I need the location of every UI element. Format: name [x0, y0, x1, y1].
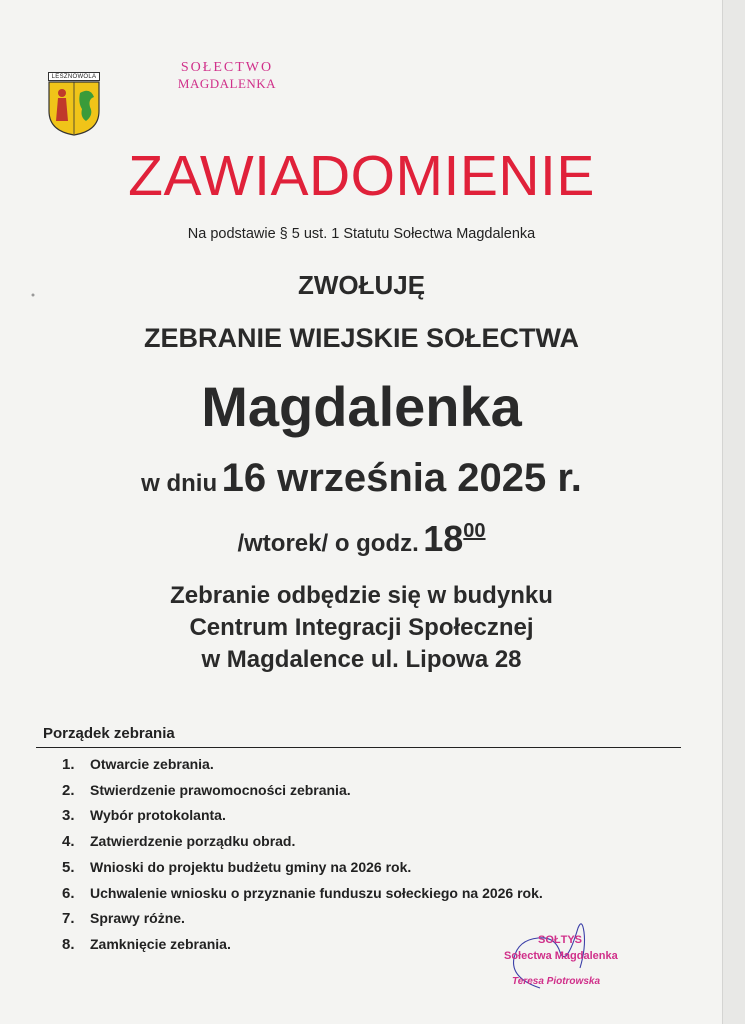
office-stamp	[172, 60, 282, 92]
signature-stamp	[500, 918, 640, 998]
agenda-item-text: Zatwierdzenie porządku obrad.	[90, 833, 296, 850]
crest-label: LESZNOWOLA	[48, 72, 100, 81]
agenda-item-text: Wnioski do projektu budżetu gminy na 2026 rok.	[90, 858, 412, 875]
agenda-item	[62, 803, 543, 829]
agenda-item	[62, 881, 543, 907]
page-edge	[722, 0, 745, 1024]
agenda-item-text: Wybór protokolanta.	[90, 807, 226, 824]
place-line-2: Centrum Integracji Społecznej	[189, 614, 534, 641]
crest-shield-icon	[48, 81, 100, 136]
agenda-item-text: Stwierdzenie prawomocności zebrania.	[90, 781, 351, 798]
signature-title: SOŁTYS	[538, 934, 583, 946]
coat-of-arms	[48, 72, 100, 136]
time-prefix: /wtorek/ o godz.	[237, 530, 419, 557]
date-value: 16 września 2025 r.	[221, 456, 582, 500]
agenda-item-number: 7.	[62, 910, 75, 928]
time-minutes: 00	[463, 520, 486, 542]
agenda-item-number: 4.	[62, 833, 75, 851]
legal-basis: Na podstawie § 5 ust. 1 Statutu Sołectwa Magdalenka	[187, 226, 536, 242]
meeting-heading: ZEBRANIE WIEJSKIE SOŁECTWA	[143, 323, 580, 353]
place-line-3: w Magdalence ul. Lipowa 28	[201, 646, 522, 673]
signature-name: Teresa Piotrowska	[512, 976, 601, 987]
agenda-item-number: 1.	[62, 756, 75, 773]
notice-headline: ZAWIADOMIENIE	[128, 144, 595, 208]
agenda-item-text: Otwarcie zebrania.	[90, 756, 214, 772]
agenda-item-number: 5.	[62, 858, 75, 876]
agenda-item-number: 2.	[62, 781, 75, 799]
agenda-item-number: 3.	[62, 807, 75, 825]
agenda-item-number: 6.	[62, 884, 75, 902]
agenda-list	[62, 752, 543, 958]
place-line-1: Zebranie odbędzie się w budynku	[170, 582, 553, 609]
agenda-item	[62, 906, 543, 932]
meeting-date	[0, 456, 723, 501]
village-name: Magdalenka	[201, 375, 522, 438]
convene-heading: ZWOŁUJĘ	[297, 270, 426, 300]
agenda-item	[62, 829, 543, 855]
stamp-line-2: MAGDALENKA	[177, 76, 277, 91]
agenda-item-text: Zamknięcie zebrania.	[90, 935, 231, 952]
agenda-divider	[36, 747, 681, 748]
agenda-item-text: Sprawy różne.	[90, 910, 185, 927]
agenda-item-text: Uchwalenie wniosku o przyznanie funduszu sołeckiego na 2026 rok.	[90, 884, 543, 901]
date-prefix: w dniu	[141, 470, 218, 497]
agenda-item	[62, 778, 543, 804]
agenda-item-number: 8.	[62, 935, 75, 953]
agenda-item	[62, 855, 543, 881]
time-hour: 18	[423, 518, 464, 559]
stamp-line-1: SOŁECTWO	[180, 60, 274, 75]
signature-office: Sołectwa Magdalenka	[504, 950, 618, 962]
meeting-time	[0, 518, 723, 560]
meeting-place	[0, 580, 723, 676]
agenda-title: Porządek zebrania	[43, 725, 175, 742]
agenda-item	[62, 752, 543, 778]
agenda-item	[62, 932, 543, 958]
